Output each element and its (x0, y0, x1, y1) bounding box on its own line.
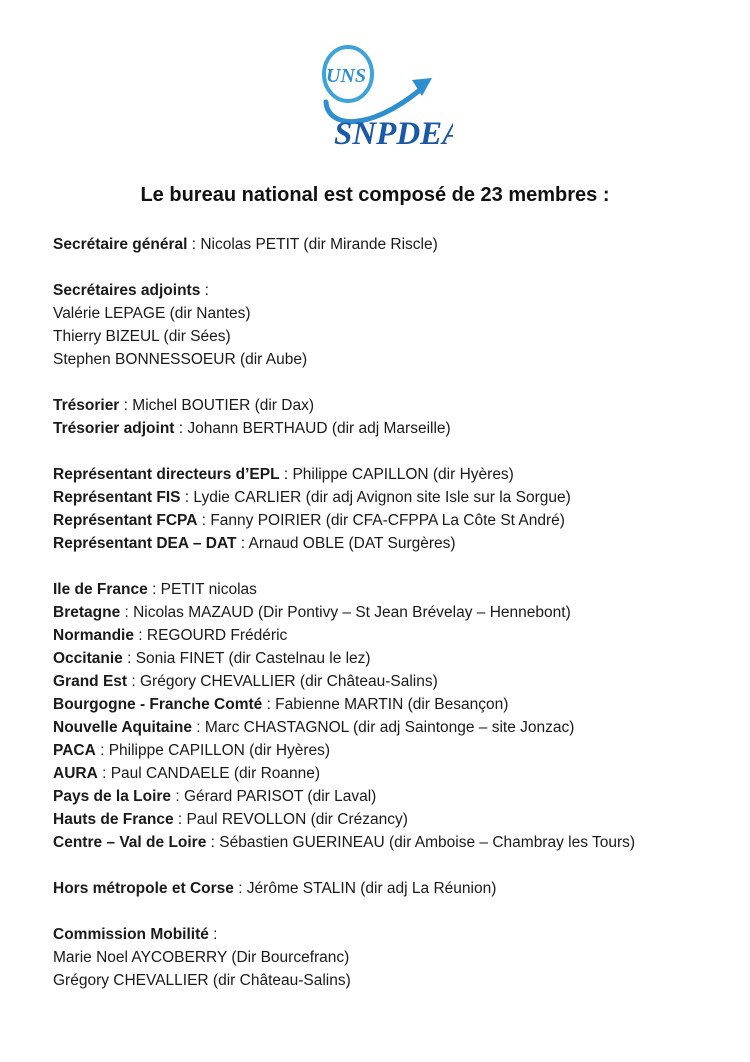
member-line (53, 923, 733, 946)
snpdea-logo (308, 40, 453, 158)
section-gap (53, 854, 733, 877)
role-label: Représentant directeurs d’EPL (53, 466, 280, 483)
role-label: Secrétaire général (53, 236, 188, 253)
member-text: : Sonia FINET (dir Castelnau le lez) (122, 650, 371, 667)
member-text: Thierry BIZEUL (dir Sées) (53, 328, 231, 345)
role-label: Nouvelle Aquitaine (53, 719, 192, 736)
member-text: Stephen BONNESSOEUR (dir Aube) (53, 351, 308, 368)
section-gap (53, 256, 733, 279)
member-text: : Michel BOUTIER (dir Dax) (119, 397, 314, 414)
member-line (53, 532, 733, 555)
member-text: Marie Noel AYCOBERRY (Dir Bourcefranc) (53, 949, 350, 966)
member-line (53, 601, 733, 624)
member-text: : REGOURD Frédéric (133, 627, 288, 644)
role-label: Représentant FCPA (53, 512, 198, 529)
member-line (53, 233, 733, 256)
role-label: Bourgogne - Franche Comté (53, 696, 263, 713)
member-line (53, 969, 733, 992)
member-line (53, 739, 733, 762)
member-text: : Nicolas MAZAUD (Dir Pontivy – St Jean Brévelay – Hennebont) (120, 604, 571, 621)
member-text: : Paul REVOLLON (dir Crézancy) (173, 811, 408, 828)
svg-text:SNPDEA: SNPDEA (334, 116, 453, 152)
member-line (53, 302, 733, 325)
role-label: Pays de la Loire (53, 788, 172, 805)
role-label: PACA (53, 742, 96, 759)
member-line (53, 785, 733, 808)
member-text: : Nicolas PETIT (dir Mirande Riscle) (187, 236, 438, 253)
role-label: Commission Mobilité (53, 926, 209, 943)
member-text: : Grégory CHEVALLIER (dir Château-Salins) (127, 673, 438, 690)
role-label: Centre – Val de Loire (53, 834, 207, 851)
role-label: Hauts de France (53, 811, 174, 828)
member-line (53, 693, 733, 716)
role-label: Hors métropole et Corse (53, 880, 234, 897)
member-line (53, 486, 733, 509)
member-text: : Philippe CAPILLON (dir Hyères) (95, 742, 331, 759)
member-text: : Lydie CARLIER (dir adj Avignon site Isle sur la Sorgue) (180, 489, 571, 506)
member-text: : Sébastien GUERINEAU (dir Amboise – Chambray les Tours) (206, 834, 636, 851)
member-line (53, 348, 733, 371)
member-line (53, 670, 733, 693)
section-gap (53, 900, 733, 923)
member-text: : Marc CHASTAGNOL (dir adj Saintonge – site Jonzac) (191, 719, 575, 736)
role-label: Secrétaires adjoints (53, 282, 201, 299)
member-line (53, 877, 733, 900)
section-gap (53, 555, 733, 578)
member-line (53, 808, 733, 831)
member-text: : (200, 282, 209, 299)
member-line (53, 325, 733, 348)
member-text: Grégory CHEVALLIER (dir Château-Salins) (53, 972, 351, 989)
member-text: : (208, 926, 218, 943)
member-line (53, 509, 733, 532)
page-title: Le bureau national est composé de 23 membres : (140, 184, 610, 206)
member-text: : Philippe CAPILLON (dir Hyères) (279, 466, 514, 483)
role-label: Normandie (53, 627, 134, 644)
member-line (53, 831, 733, 854)
member-text: : Fanny POIRIER (dir CFA-CFPPA La Côte St André) (197, 512, 565, 529)
section-gap (53, 440, 733, 463)
member-line (53, 716, 733, 739)
member-text: : Gérard PARISOT (dir Laval) (171, 788, 377, 805)
member-line (53, 417, 733, 440)
member-line (53, 624, 733, 647)
member-list (53, 233, 733, 992)
member-text: Valérie LEPAGE (dir Nantes) (53, 305, 251, 322)
member-line (53, 463, 733, 486)
member-line (53, 946, 733, 969)
role-label: Représentant DEA – DAT (53, 535, 237, 552)
role-label: Trésorier (53, 397, 120, 414)
member-line (53, 578, 733, 601)
section-gap (53, 371, 733, 394)
role-label: Ile de France (53, 581, 148, 598)
member-text: : PETIT nicolas (147, 581, 257, 598)
member-text: : Jérôme STALIN (dir adj La Réunion) (233, 880, 497, 897)
role-label: Trésorier adjoint (53, 420, 175, 437)
snpdea-logo-graphic (308, 40, 453, 158)
role-label: Occitanie (53, 650, 123, 667)
role-label: Représentant FIS (53, 489, 181, 506)
member-text: : Paul CANDAELE (dir Roanne) (97, 765, 321, 782)
member-text: : Arnaud OBLE (DAT Surgères) (236, 535, 456, 552)
svg-text:UNS: UNS (326, 65, 367, 87)
member-text: : Fabienne MARTIN (dir Besançon) (262, 696, 509, 713)
role-label: AURA (53, 765, 98, 782)
member-line (53, 279, 733, 302)
member-line (53, 647, 733, 670)
member-line (53, 394, 733, 417)
member-line (53, 762, 733, 785)
role-label: Grand Est (53, 673, 128, 690)
role-label: Bretagne (53, 604, 121, 621)
member-text: : Johann BERTHAUD (dir adj Marseille) (174, 420, 451, 437)
